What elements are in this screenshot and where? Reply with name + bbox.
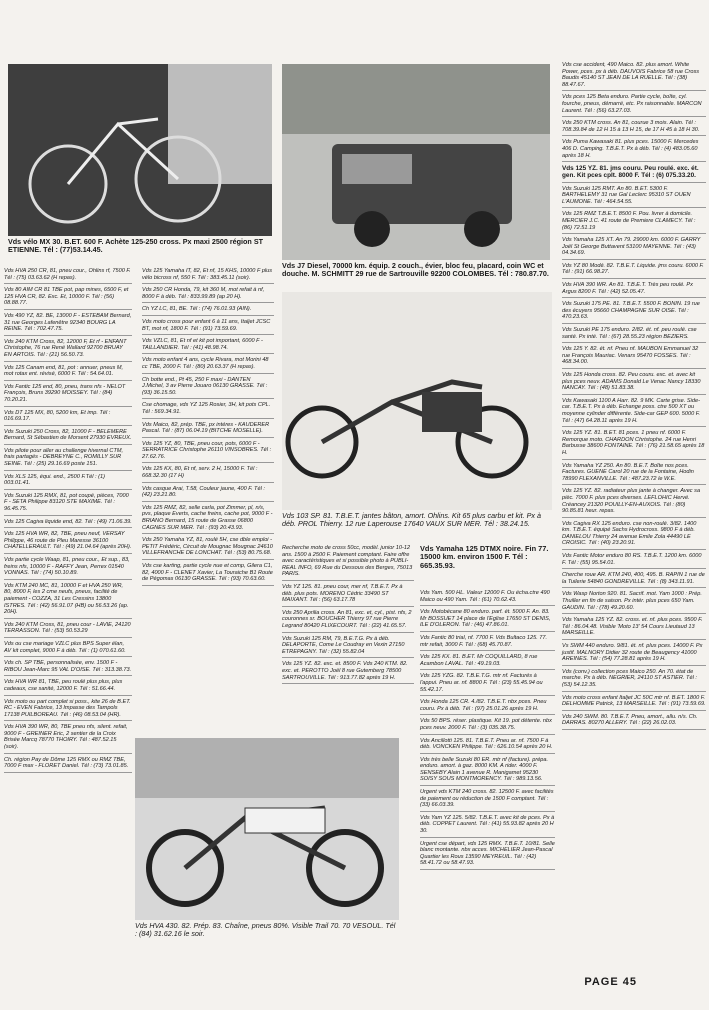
classified-ad: Vds 250 Yamaha YZ, 81, roulé 5H, cse dble emploi - PETIT Frédéric, Circuit de Mougnac Mougnac 24610 VILLEFRANCHE DE LONCHAT. Tél : (53) 80.75.68. [142,537,274,560]
classified-ad: Vds ch. SP TBE, personnalisée, env. 1500 F - RIBOU Jean-Marc 95 VAL D'OISE. Tél : 313.38.73. [4,660,132,676]
classified-ad: Vds Yamaha 125 YZ. 82. cross. et. nf. plus pces. 9500 F. Tél : 86.04.48. Visible 'Moto 13' 54 Cours Lieutaud 13 MARSEILLE. [562,617,706,640]
classified-ad: Vds 490 YZ, 82. BE, 13000 F - ESTEBAM Bernard, 31 rue Georges Lafenêtre 92340 BOURG LA REINE. Tél : 702.47.75. [4,313,132,336]
classified-ad: Vds 125 KX, 80, Et nf, serv. 2 H, 15000 F. Tél : 668.32.30 (17 H) [142,466,274,482]
photo-moped [282,292,552,510]
classified-ad: Vds moto ou part complet si poss., kite 26 de B.ET. RC - EVEN Fabrice, 13 Impasse des Tampols 17138 PUILBOREAU. Tél : (46) 08.53.04 (HR). [4,699,132,722]
classified-ad: Vds 125 Honda cross. 82. Peu couru. exc. et. avec kit plus pces neuv. ADAMS Donald Le Venac Nancy 18330 NANCAY. Tél : (48) 51.83.38. [562,372,706,395]
classified-ad: Vds Yamaha 125 XT. An 79. 29000 km. 6000 F. GARRY Joël St George Buttavent 53100 MAYENNE. Tél : (43) 04.34.69. [562,237,706,260]
classified-ad: Vds HVA 390 WR. An 81. T.B.E.T. Très peu roulé. Px Argus 8200 F. Tél : (42) 52.05.47. [562,282,706,298]
classified-ad: Vds Suzuki PE 175 enduro. 2/82. ét. nf. peu roulé. cse santé. Px inté. Tél : (67) 28.55.23 région BEZIERS. [562,327,706,343]
classified-ad: Vds Fantic 80 trial, nf. 7700 F. Vds Bultaco 125. 77. mtr refait, 3000 F. Tél : (68) 45.70.87. [420,635,555,651]
classified-ad: Vds Cagiva RX 125 enduro. cse non-roulé. 3/82. 1400 km. T.B.E.T. équipé Sachs Hydrocross. 9800 F à déb. DANIELOU Thierry 24 avenue Emile Zola 44490 LE CROISIC. Tél : (40) 23.20.91. [562,521,706,550]
classified-ad: Vds cse accident, 490 Maico. 82. plus amort. White Power, pces. px à déb. DAUVOIS Fabrice 58 rue Cross Baudis 45140 ST JEAN DE LA RUELLE. Tél : (38) 88.47.67. [562,62,706,91]
classified-ad: Vds Yamaha YZ 250. An 80. B.E.T. Boîte nos pces. Factures. GUENE Carol 20 rue de la Fontaine, Hodin 78990 FLEXANVILLE. Tél : 487.23.72 le W.E. [562,463,706,486]
column-2 [142,268,274,589]
classified-ad: Vds 125 KX. 81. B.ET. Mr COQUILLARD, 8 rue Acambon LAVAL. Tél : 49.19.03. [420,654,555,670]
classified-ad: Vds Yam YZ 125. 5/82. T.B.E.T. avec kit de pces. Px à déb. COPPET Laurent. Tél : (41) 55.93.82 après 20 H 30. [420,815,555,838]
classified-ad: Vds pilote pour aller au challenge hivernal CTM, frais partagés - DEBREYNE C., ROMILLY SUR SEINE. Tél : (25) 29.16.69 poste 151. [4,448,132,471]
classified-ad: Ch botte end., Pt 45, 250 F maxi - DANTEN J.Michel, 3 av Pierre Jouaro 06130 GRASSE. Tél : (93) 36.15.50. [142,377,274,400]
classified-ad: Vds 250 Aprilia cross. An 81, exc. et, cyl., pist. nfs, 2 couronnes sr. BOUCHER Thierry 97 rue Pierre Legrand 80420 FLIXECOURT. Tél : (22) 41.65.57. [282,610,414,633]
classified-ad: Vds 125 Y. 82. ét. nf. Pneu nf. MAUBON Emmanuel 32 rue François Mauriac. Venars 95470 FOSSES. Tél : 468.34.00. [562,346,706,369]
classified-ad: Vds YZ 125. 81. pneu cour, mer nf, T.B.E.T. Px à déb. plus pots. MORENO Cédric 33490 ST MAIXANT. Tél : (56) 63.17.78 [282,584,414,607]
classified-ad: Vds cse karting, partie cycle nue et comp, Gilera C1, 82, 4000 F - CLENET Xavier, La Touraiche B1 Route de Pégomas 06130 GRASSE. Tél : (93) 70.63.60. [142,563,274,586]
classified-ad: Vds 240 SWM. 80. T.B.E.T. Pneu, amort., allu. n/s. Ch. DARRAS. 80270 ALLERY. Tél : (22) 26.02.03. [562,714,706,730]
classified-ad: Vds KTM 240 MC, 81, 10000 F et HVA 250 WR, 80, 8000 F, les 2 cme neufs, pneus, facilité de paiement - COZZA, 31 Les Cressins 13800 ISTRES. Tél : (42) 56.91.07 (HB) ou 56.53.26 (ap. 20H). [4,583,132,619]
classified-ad: Vds ou cse mariage VZLC plus BPS Super élan, AV kit complet, 9000 F à déb. Tél : (1) 070.61.60. [4,641,132,657]
column-3 [282,545,414,687]
photo-bicycle [8,64,272,236]
classified-ad: Vds DT 125 MX, 80, 5200 km, Et imp. Tél : 016.69.17. [4,410,132,426]
classified-ad: Vds moto enfant 4 ans, cycle Rivara, mot Morini 48 cc TBE, 2000 F. Tél : (80) 20.63.37 (H repas). [142,357,274,373]
classified-ad: Ch YZ LC, 81, BE. Tél : (74) 76.01.93 (AIN). [142,306,274,316]
classified-ad: Vds (conv.) collection pces Maico 250. An 70. état de marche. Px à déb. NEGRIER, 24110 ST ASTIER. Tél : (53) 54.12.35. [562,669,706,692]
classified-ad: Recherche moto de cross 50cc, modèl. junior 10-12 ans. 1500 à 2500 F. Paiement comptant. Faire offre avec caractéristiques et si possible photo à PUBLI-REAL INFO, 69 Rue du Dessous des Berges, 75013 PARIS. [282,545,414,581]
classified-ad: Vds 125 YZ. 81. jms couru. Peu roulé. exc. ét. gen. Kit pces cplt. 8000 F. Tél : (6) 075.33.20. [562,165,706,182]
photo-hva [135,738,399,920]
classified-ad: Vds 125 Canam end, 81, pot : annuer, pneus M, mot rotax ent. révisé, 6000 F. Tél : 54.64.01. [4,365,132,381]
classified-ad: Vds 125 YZ. 82. exc. et. 8500 F. Vds 240 KTM. 82. exc. et. PEROTTO Joël 8 rue Gutemberg 78500 SARTROUVILLE. Tél : 913.77.82 après 19 H. [282,661,414,684]
classified-ad: Vds Maico, 82, prép. TBE, px intéres - KAUDERER Pascal. Tél : (87) 06.04.19 (BITCHE MOSELLE). [142,422,274,438]
caption-bicycle: Vds vélo MX 30. B.ET. 600 F. Achète 125-250 cross. Px maxi 2500 région ST ETIENNE. Tél : (77)53.14.45. [8,237,264,255]
classified-ad: Vds casque Arai, T.58, Couleur jaune, 400 F. Tél : (42) 23.21.80. [142,486,274,502]
classified-ad: Vds 125 RMZ, 82, selle carla, pot Zimmer, pl, n/s, pvs, plaque Everts, cache freins, cache pot, 9000 F - BRIANO Bernard, 15 route de Grasse 06800 CAGNES SUR MER. Tél : (93) 20.43.93. [142,505,274,534]
classified-ad: Vds YZ 80 Modé. 82. T.B.E.T. Liquide. jms couru. 6000 F. Tél : (91) 66.98.27. [562,263,706,279]
classified-ad: Vds 50 BPS. réser. plastique. Kit 19. pot détente. nbx pces neuv. 2000 F. Tél : (3) 035.38.75. [420,718,555,734]
classified-ad: Vds pces 125 Beta enduro. Partie cycle, boîte, cyl. fourche, pneus, démarré, etc. Px raisonnable. MARCON Laurent. Tél : (56) 63.27.03. [562,94,706,117]
classified-ad: Vds Kawasaki 1100 A Harr. 82. 9 MK. Carte grise. Side-car. T.B.E.T. Px à déb. Echange poss. ctre 500 XT ou moyenne cylinder différente. Side-car GEP 600. 5000 F. Tél : (47) 64.28.11 après 19 H. [562,398,706,427]
classified-ad: Vds Motobécane 80 enduro. parf. ét. 5000 F. An. 83. Mr BOSSUET 14 place de l'Eglise 17650 ST DENIS, ILE D'OLERON. Tél : (46) 47.86.01. [420,609,555,632]
classified-ad: Vds Wasp Norton 920. 81. Sacrif. mot. Yam 1000 : Prép. Thuiller en fin de saison. Px intér. plus pces 650 Yam. GAUDIN. Tél : (78) 49.20.60. [562,591,706,614]
column-4 [420,590,555,873]
classified-ad: Vds moto cross enfant Italjet JC 50C mtr nf. B.ET. 1800 F. DELHOMME Patrick, 13 MARSEILLE. Tél : (91) 73.59.69. [562,695,706,711]
classified-ad: Cherche roue AR. KTM 240, 400, 495. B. RAPIN 1 rue de la Tuilerie 54840 GONDREVILLE. Tél : (8) 343.11.91. [562,572,706,588]
classified-ad: Vds 240 KTM Cross, 82, 12000 F, Et rf - ENFANT Christophe, 76 rue René Wallard 92700 BRUAY EN ARTOIS. Tél : (21) 56.50.73. [4,339,132,362]
classified-ad: Vds Suzuki 250 Cross, 82, 11000 F - BELEMERE Bernard, St Sébastien de Morsent 27930 EVREUX. [4,429,132,445]
classified-ad: Vds VZLC, 81, Et nf et kit pot important, 6000 F - TAILLANDIER. Tél : (41) 48.98.74. [142,338,274,354]
classified-ad: Vds 250 KTM cross. An 81, courue 3 mois. Alain. Tél : 708.39.84 de 12 H 15 à 13 H 15, de 17 H 45 à 18 H 30. [562,120,706,136]
classified-ad: Vds Suzuki 125 RM, 79, B.E.T.G. Px à déb. DELAPORTE, Come Le Coudray en Vexin 27150 ETREPAGNY. Tél : (32) 55.82.04 [282,636,414,659]
classified-ad: Vds Suzuki 125 RMT. An 80. B.ET. 5300 F. BARTHELEMY 31 rue Gal Leclerc 95310 ST OUEN L'AUMONE. Tél : 464.54.55. [562,186,706,209]
classified-ad: Cse chomage, vds YZ 125 Rosier, 3H, kit pots CPL. Tél : 569.34.91. [142,402,274,418]
classified-ad: Vds moto cross pour enfant 6 à 11 ans, Italjet JCSC BT, mot nf, 1800 F. Tél : (91) 73.59.69. [142,319,274,335]
column-1 [4,268,132,776]
classified-ad: Vds Honda 125 CR. 4./82. T.B.E.T. nbx pces. Pneu couru. Px à déb. Tél : (97) 25.01.26 après 19 H. [420,699,555,715]
classified-ad: Vds 125 HVA WR, 82, TBE, pneu neuf, VERSAY Philippe, 46 route de Pleu Maresse 36100 CHATELLERAULT. Tél : (49) 21.04.64 (après 20H). [4,531,132,554]
classified-ad: Vds partie cycle Waap, 81, pneu cour., Et sup., 83, freins nfs, 10000 F - RAFFY Jean, Perrex 01540 VONNAS. Tél : (74) 50.10.89. [4,557,132,580]
classified-ad: Vds 125 YZ, 80, TBE, pneu cour, pots, 6000 F - SERRATRICE Christophe 26110 VINSOBRES. Tél : 27.62.76. [142,441,274,464]
column-5 [562,62,706,733]
classified-ad: Vds 125 Yamaha IT, 82, Et nf, 15 KHS, 10000 F plus vélo bicross nf, 550 F. Tél : 383.45.11 (soir). [142,268,274,284]
classified-ad: Vs SWM 440 enduro. 9/81. ét. nf. plus pces. 14000 F. Px justif. MALNORY Didier 32 route de Beaugency 41000 AREINES. Tél : (54) 77.28.81 après 19 H. [562,643,706,666]
classified-ad: Vds Fantic 125 end, 80, pneu, trans nfs - NELOT François, Bruns 39290 MOISSEY. Tél : (84) 70.20.21. [4,384,132,407]
classified-ad: Vds 125 YZ. 81. B.ET. 81 pces. 1 pneu nf. 6000 F. Remorque moto. CHARDON Christophe. 24 rue Henri Barbusse 38600 FONTAINE. Tél : (76) 21.58.65 après 18 H. [562,430,706,459]
classified-ad: Vds Puma Kawasaki 81. plus pces. 15000 F. Mercedes 406 D. Camping. T.B.E.T. Px à déb. Tél : (4) 483.05.60 après 18 H. [562,139,706,162]
classified-ad: Urgent vds KTM 240 cross. 82. 12500 F. avec facilités de paiement ou réduction de 1500 F comptant. Tél : (33) 66.03.39. [420,789,555,812]
classified-ad: Vds Fantic Motor enduro 80 RS. T.B.E.T. 1200 km. 6000 F. Tél : (55) 95.54.01. [562,553,706,569]
classified-ad: Vds Suzuki 125 RMX, 81, pot coupé, pièces, 7000 F - SETA Philippe 83120 STE MAXIME. Tél : 96.45.75. [4,493,132,516]
classified-ad: Vds Suzuki 175 PE. 81. T.B.E.T. 5500 F. BONIN. 19 rue des écuyers 95660 CHAMPAGNE SUR OISE. Tél : 470.23.63. [562,301,706,324]
classified-ad: Vds Yam. 500 HL. Valeur 12000 F. Ou écha.ctre 490 Maico ou 490 Yam. Tél : (61) 70.62.43. [420,590,555,606]
caption-hva: Vds HVA 430. 82. Prép. 83. Chaîne, pneus 80%. Visible Trail 70. 70 VESOUL. Tél : (84) 31.62.16 le soir. [135,921,396,939]
classified-ad: Vds 250 CR Honda, 79, kit 360 M, mot refait à nf, 8000 F à déb. Tél : 833.99.89 (ap 20 H). [142,287,274,303]
caption-jeep: Vds J7 Diesel, 70000 km. équip. 2 couch., évier, bloc feu, placard, coin WC et douche. M. SCHMITT 29 rue de Sartrouville 92200 COLOMBES. Tél : 780.87.70. [282,261,549,279]
classified-ad: Vds XLS 125, équi. end., 2500 F.Tél : (1) 003.01.41. [4,474,132,490]
yamaha-dtmx-ad: Vds Yamaha 125 DTMX noire. Fin 77. 15000 km. environ 1500 F. Tél : 665.35.93. [420,544,549,570]
caption-moped: Vds 103 SP. 81. T.B.E.T. jantes bâton, amort. Ohlins. Kit 65 plus carbu et kit. Px à déb. PROL Thierry. 12 rue Laperouse 17640 VAUX SUR MER. Tél : 38.24.15. [282,511,542,529]
classified-ad: Ch. région Pay de Dôme 125 RMX ou RMZ TBE, 7000 F max - FLORET Daniel. Tél : (73) 73.01.85. [4,757,132,773]
classified-ad: Vds 125 RMZ T.B.E.T. 8500 F. Pou. livrer à domicile. MERCIER J.C. 41 route de Premiere CLAMECY. Tél : (86) 72.51.19 [562,211,706,234]
classified-ad: Vds très belle Suzuki 80 ER. mtr nf (facture). prépa. enduro. amort. à gaz. 8000 KM. A rider. 4000 F. SENSEBY Alain 1 avenue R. Manigamet 95230 SOISY SOUS MONTMORENCY. Tél : 989.13.56. [420,757,555,786]
classified-ad: Vds HVA 250 CR, 81, pneu cour., Ohlins rf, 7500 F. Tél : (75) 03.63.62 (H repas). [4,268,132,284]
classified-ad: Vds 240 KTM Cross, 81, pneu cour - LAVIE, 24120 TERRASSON. Tél : (53) 50.53.29 [4,622,132,638]
classified-ad: Vds 80 AIM CR 81 TBE pot, pap mines, 6500 F, et 125 HVA CR, 82. Exc. Et, 10000 F. Tél : (56) 08.88.77. [4,287,132,310]
classified-ad: Vds 125 YZ. 82. radiateur plus jante à changer. Avec sa pièc. 7000 F. plus pces diverses. LEFLOHIC Hervé. Créancey 21320 POUILLY-EN-AUXOIS. Tél : (80) 90.85.81 heur. repas. [562,488,706,517]
classified-ad: Vds 125 YZG. 82. T.B.E.T.G. mtr nf. Facturés à l'appui. Pneu ar. nf. 8800 F. Tél : (23) 55.45.94 ou 55.42.17. [420,673,555,696]
classified-ad: Vds HVA 390 WR, 80, TBE pneu nfs, silent. refait, 9000 F - GREINER Eric, 2 sentier de la Croix Brisée Marcq 78770 THOIRY. Tél : 487.52.15 (soir). [4,724,132,753]
classified-ad: Vds Ancillotti 125. 81. T.B.E.T. Pneu ar. nf. 7500 F à déb. VONCKEN Philippe. Tél : 626.10.54 après 20 H. [420,738,555,754]
classified-ad: Urgent cse départ, vds 125 RMX. T.B.E.T. 10/81. Selle blanc montante. nbx acces. MICHELIER Jean-Pascal Quartier les Rous 13590 MEYREUIL. Tél : (42) 58.41.72 ou 58.47.93. [420,841,555,870]
classified-ad: Vds 125 Cagiva liquide end, 82. Tél : (49) 71.06.39. [4,519,132,529]
classified-ad: Vds HVA WR 81, TBE, peu roulé plus plus, plus cadeaux, cse sanité, 12000 F. Tél : 51.66.44. [4,679,132,695]
photo-jeep [282,64,550,260]
page-number: PAGE 45 [584,976,637,988]
